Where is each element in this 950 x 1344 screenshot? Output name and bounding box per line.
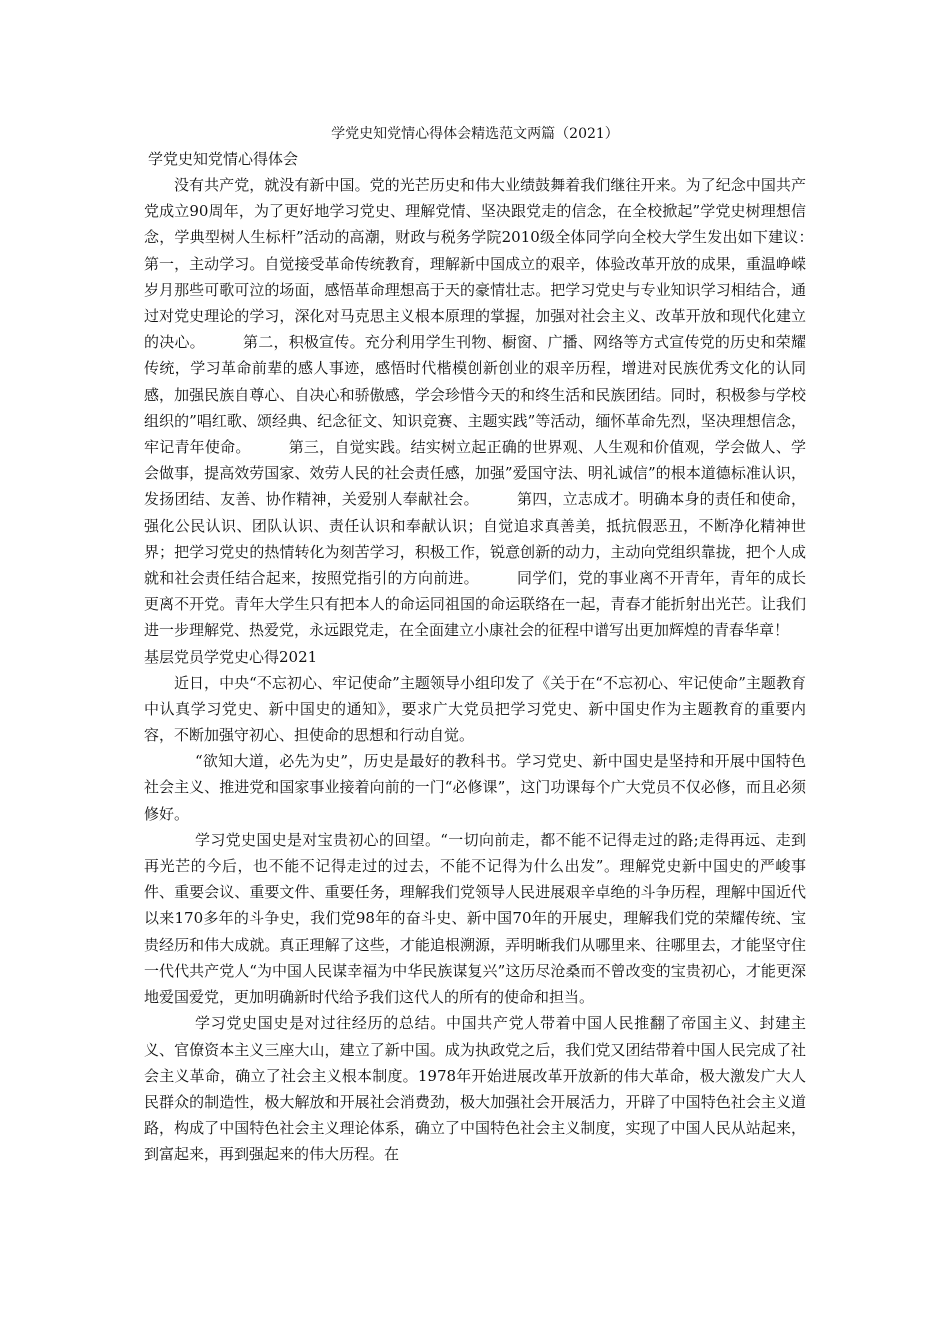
section-1-body: 没有共产党，就没有新中国。党的光芒历史和伟大业绩鼓舞着我们继往开来。为了纪念中国共产党成立90周年，为了更好地学习党史、理解党情、坚决跟党走的信念，在全校掀起”学党史树理想信念，学典型树人生标杆”活动的高潮，财政与税务学院2010级全体同学向全校大学生发出如下建议： 第一，主动学习。自觉接受革命传统教育，理解新中国成立的艰辛，体验改革开放的成果，重温峥嵘岁月那些可歌可泣的场面，感悟革命理想高于天的豪情壮志。把学习党史与专业知识学习相结合，通过对党史理论的学习，深化对马克思主义根本原理的掌握，加强对社会主义、改革开放和现代化建立的决心。 第二，积极宣传。充分利用学生刊物、橱窗、广播、网络等方式宣传党的历史和荣耀传统，学习革命前辈的感人事迹，感悟时代楷模创新创业的艰辛历程，增进对民族优秀文化的认同感，加强民族自尊心、自决心和骄傲感，学会珍惜今天的和终生活和民族团结。同时，积极参与学校组织的”唱红歌、颂经典、纪念征文、知识竞赛、主题实践”等活动，缅怀革命先烈，坚决理想信念，牢记青年使命。 第三，自觉实践。结实树立起正确的世界观、人生观和价值观，学会做人、学会做事，提高效劳国家、效劳人民的社会责任感，加强”爱国守法、明礼诚信”的根本道德标准认识，发扬团结、友善、协作精神，关爱别人奉献社会。 第四，立志成才。明确本身的责任和使命，强化公民认识、团队认识、责任认识和奉献认识；自觉追求真善美，抵抗假恶丑，不断净化精神世界；把学习党史的热情转化为刻苦学习，积极工作，锐意创新的动力，主动向党组织靠拢，把个人成就和社会责任结合起来，按照党指引的方向前进。 同学们，党的事业离不开青年，青年的成长更离不开党。青年大学生只有把本人的命运同祖国的命运联络在一起，青春才能折射出光芒。让我们进一步理解党、热爱党，永远跟党走，在全面建立小康社会的征程中谱写出更加辉煌的青春华章！ <box>144 176 852 640</box>
section-2-paragraph: 近日，中央“不忘初心、牢记使命”主题领导小组印发了《关于在“不忘初心、牢记使命”主题教育中认真学习党史、新中国史的通知》，要求广大党员把学习党史、新中国史作为主题教育的重要内容，不断加强守初心、担使命的思想和行动自觉。 <box>144 673 806 745</box>
section-2-paragraph: “欲知大道，必先为史”，历史是最好的教科书。学习党史、新中国史是坚持和开展中国特色社会主义、推进党和国家事业接着向前的一门“必修课”，这门功课每个广大党员不仅必修，而且必须修好。 <box>144 752 806 823</box>
section-2-paragraph: 学习党史国史是对宝贵初心的回望。“一切向前走，都不能不记得走过的路;走得再远、走到再光芒的今后，也不能不记得走过的过去，不能不记得为什么出发”。理解党史新中国史的严峻事件、重要会议、重要文件、重要任务，理解我们党领导人民进展艰辛卓绝的斗争历程，理解中国近代以来170多年的斗争史，我们党98年的奋斗史、新中国70年的开展史，理解我们党的荣耀传统、宝贵经历和伟大成就。真正理解了这些，才能追根溯源，弄明晰我们从哪里来、往哪里去，才能坚守住一代代共产党人“为中国人民谋幸福为中华民族谋复兴”这历尽沧桑而不曾改变的宝贵初心，才能更深地爱国爱党，更加明确新时代给予我们这代人的所有的使命和担当。 <box>144 830 806 1007</box>
document-page <box>144 122 852 1168</box>
document-title: 学党史知党情心得体会精选范文两篇（2021） <box>331 126 619 142</box>
section-heading-1: 学党史知党情心得体会 <box>148 150 299 168</box>
section-heading-2: 基层党员学党史心得2021 <box>144 647 318 666</box>
section-2-paragraph: 学习党史国史是对过往经历的总结。中国共产党人带着中国人民推翻了帝国主义、封建主义、官僚资本主义三座大山，建立了新中国。成为执政党之后，我们党又团结带着中国人民完成了社会主义革命，确立了社会主义根本制度。1978年开始进展改革开放新的伟大革命，极大激发广大人民群众的制造性，极大解放和开展社会消费劲，极大加强社会开展活力，开辟了中国特色社会主义道路，构成了中国特色社会主义理论体系，确立了中国特色社会主义制度，实现了中国人民从站起来，到富起来，再到强起来的伟大历程。在 <box>144 1014 806 1164</box>
